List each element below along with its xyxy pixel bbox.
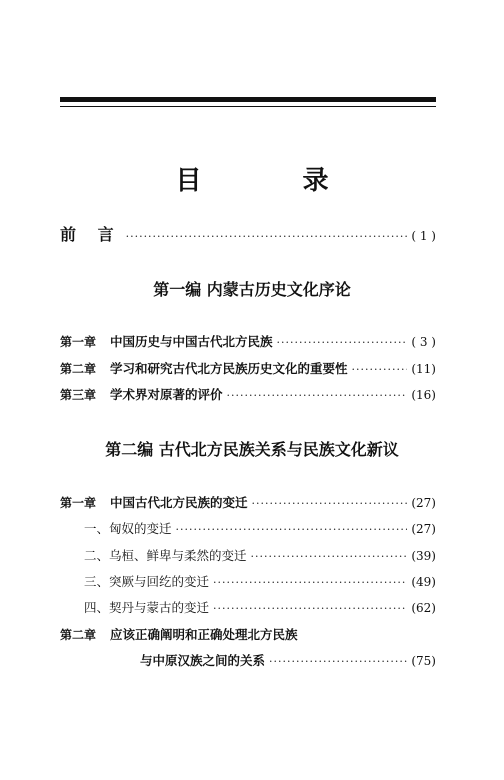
chapter-number: 第一章 — [60, 496, 97, 510]
leader-dots — [213, 576, 407, 589]
toc-entry-section[interactable] — [84, 519, 436, 537]
part-heading-2: 第二编 古代北方民族关系与民族文化新议 — [105, 440, 399, 459]
page-number: ( 3 ) — [411, 335, 436, 349]
leader-dots — [251, 550, 408, 563]
page-number: (75) — [411, 654, 436, 668]
preface-label: 前 言 — [60, 225, 122, 244]
chapter-title: 学习和研究古代北方民族历史文化的重要性 — [110, 361, 348, 376]
page-number: (39) — [411, 549, 436, 563]
page-number: (27) — [411, 522, 436, 536]
toc-entry-chapter[interactable] — [60, 359, 436, 377]
toc-entry-section[interactable] — [84, 598, 436, 616]
leader-dots — [176, 523, 408, 536]
page-number: (49) — [411, 575, 436, 589]
page-number: ( 1 ) — [411, 229, 436, 243]
page-number: (62) — [411, 601, 436, 615]
header-rule-thick — [60, 97, 436, 102]
leader-dots — [126, 230, 408, 243]
toc-entry-section[interactable] — [84, 546, 436, 564]
toc-entry-chapter[interactable] — [60, 385, 436, 403]
chapter-title: 中国历史与中国古代北方民族 — [110, 334, 273, 349]
section-title: 一、匈奴的变迁 — [84, 521, 172, 536]
page-number: (27) — [411, 496, 436, 510]
section-title: 二、乌桓、鲜卑与柔然的变迁 — [84, 548, 247, 563]
leader-dots — [213, 602, 407, 615]
page-number: (11) — [411, 362, 436, 376]
chapter-number: 第二章 — [60, 362, 97, 376]
chapter-title-line1: 应该正确阐明和正确处理北方民族 — [110, 627, 298, 642]
toc-entry-preface[interactable] — [60, 222, 436, 245]
section-title: 三、突厥与回纥的变迁 — [84, 574, 210, 589]
toc-entry-chapter[interactable] — [60, 493, 436, 511]
page-title: 目 录 — [175, 166, 375, 196]
part-heading-1: 第一编 内蒙古历史文化序论 — [153, 280, 351, 299]
chapter-title: 中国古代北方民族的变迁 — [110, 495, 248, 510]
toc-entry-section[interactable] — [84, 572, 436, 590]
chapter-number: 第二章 — [60, 628, 97, 642]
leader-dots — [227, 389, 408, 402]
toc-entry-chapter[interactable] — [60, 332, 436, 350]
page-number: (16) — [411, 388, 436, 402]
section-title: 四、契丹与蒙古的变迁 — [84, 600, 210, 615]
toc-entry-chapter-continuation[interactable] — [140, 651, 436, 669]
leader-dots — [352, 363, 408, 376]
chapter-number: 第一章 — [60, 335, 97, 349]
toc-entry-chapter-heading[interactable] — [60, 625, 436, 643]
chapter-number: 第三章 — [60, 388, 97, 402]
chapter-title: 学术界对原著的评价 — [110, 387, 223, 402]
leader-dots — [277, 336, 408, 349]
chapter-title-line2: 与中原汉族之间的关系 — [140, 653, 266, 668]
header-rule-thin — [60, 106, 436, 107]
leader-dots — [269, 655, 407, 668]
leader-dots — [252, 497, 408, 510]
